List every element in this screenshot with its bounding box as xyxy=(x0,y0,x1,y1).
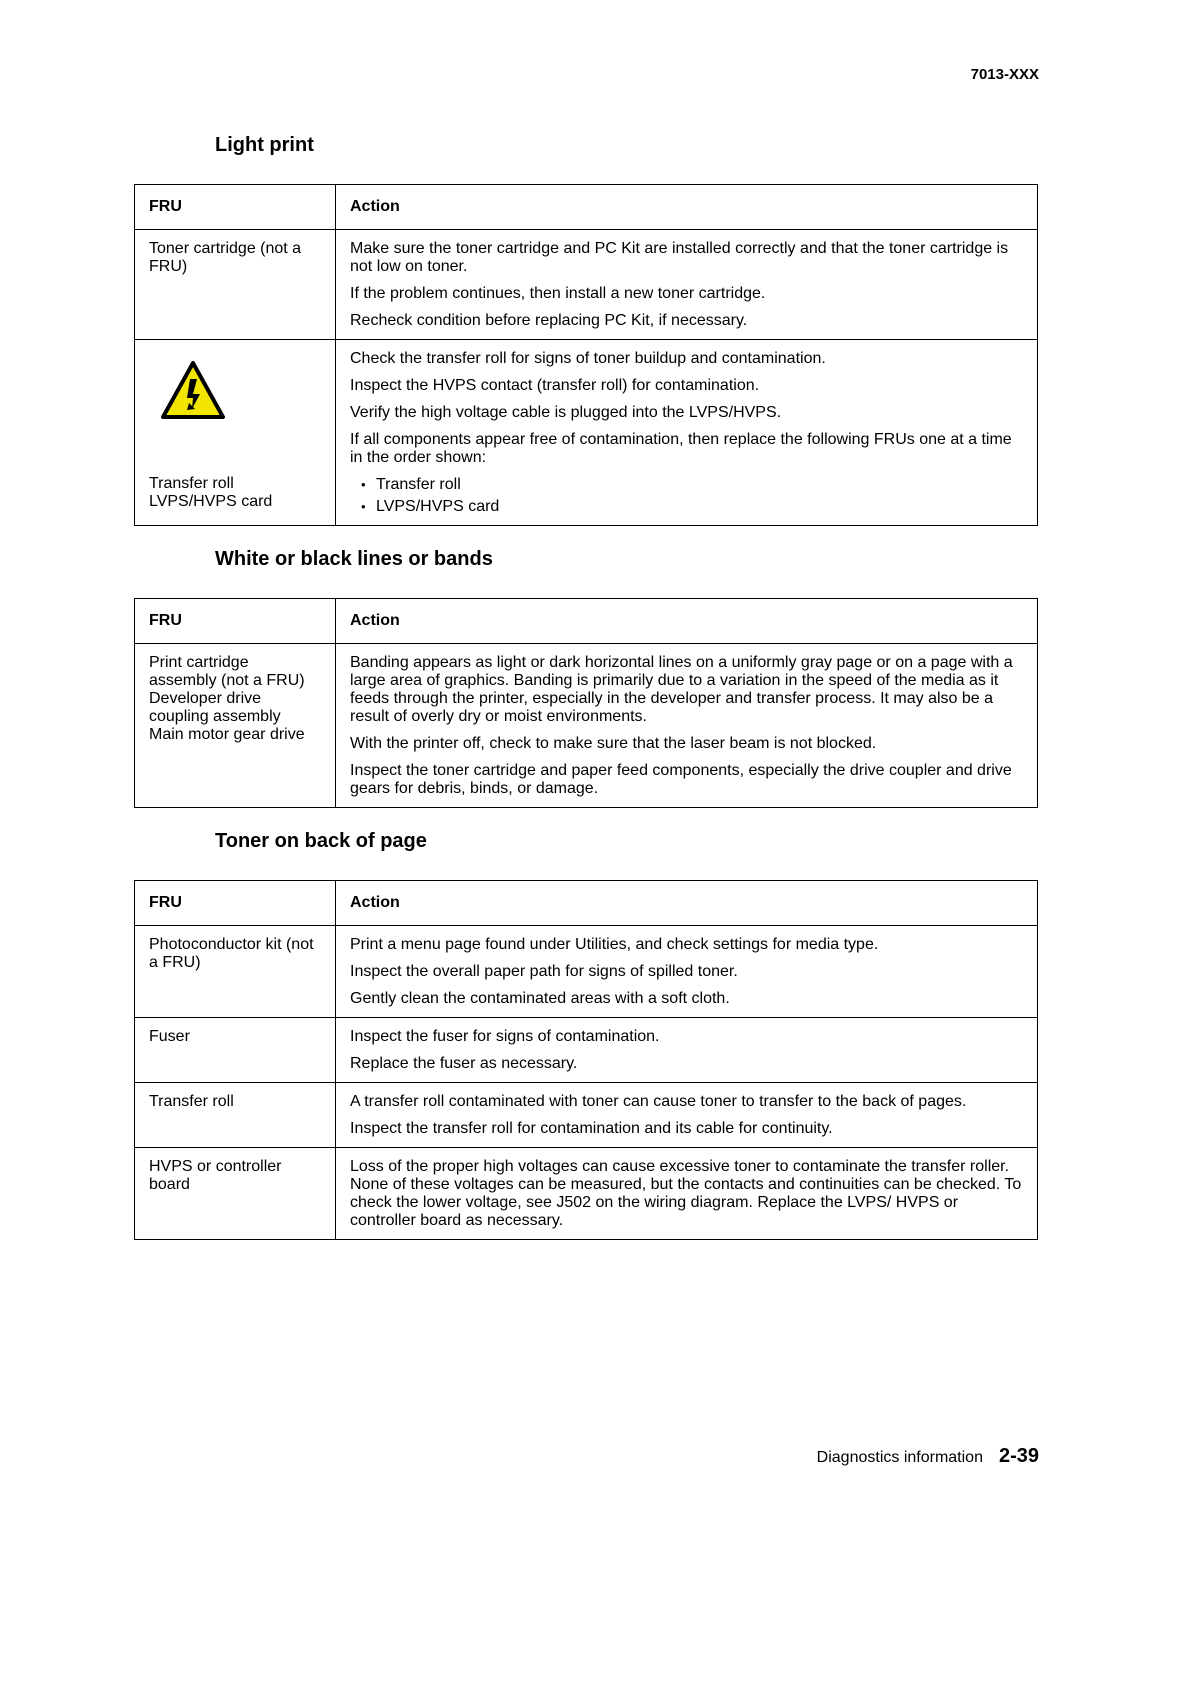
action-text: A transfer roll contaminated with toner can cause toner to transfer to the back of pages. xyxy=(350,1093,967,1110)
action-text: Inspect the HVPS contact (transfer roll) for contamination. xyxy=(350,377,760,394)
action-text: With the printer off, check to make sure that the laser beam is not blocked. xyxy=(350,735,877,752)
table-row xyxy=(135,1148,1038,1240)
column-header-fru: FRU xyxy=(135,599,336,644)
action-text: Inspect the toner cartridge and paper feed components, especially the drive coupler and drive gears for debris, binds, or damage. xyxy=(350,762,1012,797)
action-cell xyxy=(336,644,1038,808)
column-header-fru: FRU xyxy=(135,185,336,230)
fru-cell xyxy=(135,340,336,526)
fru-cell xyxy=(135,230,336,340)
action-cell xyxy=(336,1148,1038,1240)
action-text: If all components appear free of contamination, then replace the following FRUs one at a time in the order shown: xyxy=(350,431,1012,466)
light-print-table xyxy=(134,184,1038,526)
table-row xyxy=(135,230,1038,340)
fru-name: Print cartridge xyxy=(149,654,249,671)
section-title-light-print: Light print xyxy=(215,134,314,156)
action-cell xyxy=(336,1083,1038,1148)
list-item: • Transfer roll xyxy=(361,476,1023,494)
column-header-fru: FRU xyxy=(135,881,336,926)
lines-or-bands-table xyxy=(134,598,1038,808)
table-header-row xyxy=(135,599,1038,644)
toner-on-back-table xyxy=(134,880,1038,1240)
fru-name: HVPS or controller board xyxy=(149,1158,282,1193)
fru-name: Transfer roll xyxy=(149,475,234,492)
action-text: Inspect the overall paper path for signs of spilled toner. xyxy=(350,963,738,980)
action-text: If the problem continues, then install a new toner cartridge. xyxy=(350,285,766,302)
fru-name: Fuser xyxy=(149,1028,190,1045)
table-header-row xyxy=(135,881,1038,926)
table-row xyxy=(135,1083,1038,1148)
action-text: Replace the fuser as necessary. xyxy=(350,1055,578,1072)
column-header-action: Action xyxy=(336,881,1038,926)
action-text: Banding appears as light or dark horizontal lines on a uniformly gray page or on a page with a large area of graphics. Banding is primarily due to a variation in the speed of the media as it feeds through the printer, especially in the developer and transfer process. It may also be a result of overly dry or moist environments. xyxy=(350,654,1013,725)
action-cell xyxy=(336,340,1038,526)
action-text: Loss of the proper high voltages can cause excessive toner to contaminate the transfer roller. None of these voltages can be measured, but the contacts and continuities can be checked. To check the lower voltage, see J502 on the wiring diagram. Replace the LVPS/ HVPS or controller board as necessary. xyxy=(350,1158,1022,1229)
replacement-order-list xyxy=(350,476,1023,516)
table-row xyxy=(135,340,1038,526)
action-cell xyxy=(336,926,1038,1018)
action-text: Check the transfer roll for signs of toner buildup and contamination. xyxy=(350,350,826,367)
fru-cell xyxy=(135,1148,336,1240)
action-text: Inspect the transfer roll for contamination and its cable for continuity. xyxy=(350,1120,833,1137)
action-text: Print a menu page found under Utilities, and check settings for media type. xyxy=(350,936,879,953)
column-header-action: Action xyxy=(336,599,1038,644)
fru-cell xyxy=(135,926,336,1018)
action-cell xyxy=(336,230,1038,340)
table-row xyxy=(135,926,1038,1018)
action-text: Verify the high voltage cable is plugged into the LVPS/HVPS. xyxy=(350,404,782,421)
fru-name: LVPS/HVPS card xyxy=(149,493,273,510)
table-row xyxy=(135,644,1038,808)
fru-name: assembly (not a FRU) xyxy=(149,672,305,689)
fru-name: Main motor gear drive xyxy=(149,726,305,743)
page-number: 2-39 xyxy=(998,1445,1039,1467)
page-footer xyxy=(817,1445,1039,1468)
high-voltage-warning-icon xyxy=(159,359,227,421)
column-header-action: Action xyxy=(336,185,1038,230)
action-text: Inspect the fuser for signs of contamination. xyxy=(350,1028,660,1045)
action-cell xyxy=(336,1018,1038,1083)
footer-section-label: Diagnostics information xyxy=(816,1449,983,1466)
action-text: Make sure the toner cartridge and PC Kit are installed correctly and that the toner cartridge is not low on toner. xyxy=(350,240,1009,275)
fru-cell xyxy=(135,1018,336,1083)
fru-name: Transfer roll xyxy=(149,1093,234,1110)
table-header-row xyxy=(135,185,1038,230)
action-text: Recheck condition before replacing PC Kit, if necessary. xyxy=(350,312,748,329)
fru-cell xyxy=(135,644,336,808)
fru-cell xyxy=(135,1083,336,1148)
fru-name: Photoconductor kit (not a FRU) xyxy=(149,936,314,971)
section-title-toner-on-back: Toner on back of page xyxy=(215,830,427,852)
fru-name: Toner cartridge (not a FRU) xyxy=(149,240,302,275)
document-id: 7013-XXX xyxy=(970,66,1039,83)
list-item: • LVPS/HVPS card xyxy=(361,498,1023,516)
table-row xyxy=(135,1018,1038,1083)
fru-name: Developer drive xyxy=(149,690,262,707)
fru-name: coupling assembly xyxy=(149,708,281,725)
section-title-lines-or-bands: White or black lines or bands xyxy=(215,548,493,570)
action-text: Gently clean the contaminated areas with a soft cloth. xyxy=(350,990,730,1007)
